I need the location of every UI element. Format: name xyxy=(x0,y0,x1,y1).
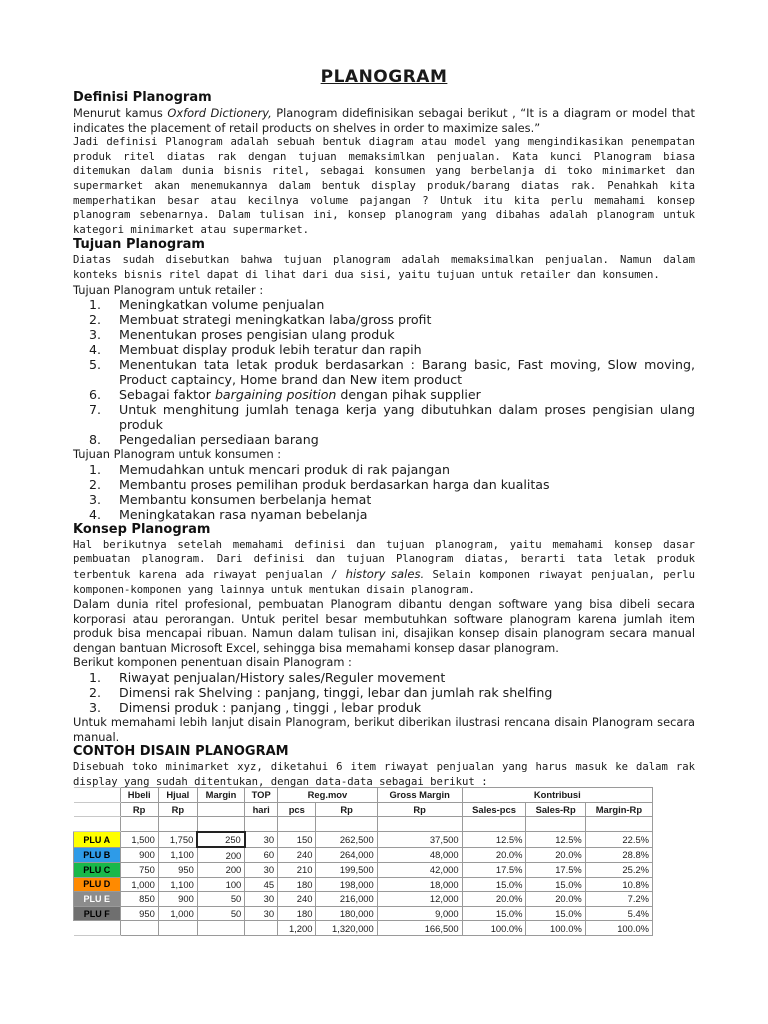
table-cell: 950 xyxy=(158,862,197,877)
table-cell: 950 xyxy=(120,906,158,921)
list-item: 3. Membantu konsumen berbelanja hemat xyxy=(89,491,372,507)
table-cell: 262,500 xyxy=(316,832,377,848)
table-cell: 10.8% xyxy=(585,877,652,892)
table-cell: 22.5% xyxy=(585,832,652,848)
section-heading-definisi: Definisi Planogram xyxy=(73,90,212,105)
table-cell: 12.5% xyxy=(526,832,585,848)
consumer-goals-list xyxy=(73,462,695,522)
text-italic: bargaining position xyxy=(214,387,337,403)
list-item-text: Meningkatakan rasa nyaman bebelanja xyxy=(119,506,368,522)
table-cell xyxy=(158,921,197,936)
list-label: Tujuan Planogram untuk retailer : xyxy=(73,282,264,297)
table-cell xyxy=(278,817,316,832)
list-item: 5. Menentukan tata letak produk berdasarkan : Barang basic, Fast moving, Slow moving, Product captaincy, Home brand dan New item product xyxy=(89,357,695,388)
table-cell: 200 xyxy=(197,862,244,877)
table-cell: 216,000 xyxy=(316,892,377,907)
list-item-text: Untuk menghitung jumlah tenaga kerja yang dibutuhkan dalam proses pengisian ulang produk xyxy=(119,402,695,433)
components-list xyxy=(73,670,695,715)
table-header: Sales-Rp xyxy=(526,802,585,817)
plu-label: PLU D xyxy=(74,877,121,892)
table-cell: 199,500 xyxy=(316,862,377,877)
table-cell xyxy=(526,817,585,832)
table-header: Rp xyxy=(377,802,462,817)
table-cell xyxy=(462,817,526,832)
table-cell: 60 xyxy=(245,847,278,862)
list-item-text: Menentukan tata letak produk berdasarkan : Barang basic, Fast moving, Slow moving, Product captaincy, Home brand dan New item product xyxy=(119,357,695,388)
text: Hal berikutnya setelah memahami definisi dan tujuan planogram, yaitu memahami konsep dasar pembuatan planogram. Dari definisi dan tujuan Planogram diatas, berarti tata letak produk terbentuk karena ada riwayat penjualan / xyxy=(73,538,695,581)
list-item: 8. Pengedalian persediaan barang xyxy=(89,432,319,448)
table-cell xyxy=(316,817,377,832)
table-cell: 48,000 xyxy=(377,847,462,862)
paragraph: Disebuah toko minimarket xyz, diketahui 6 item riwayat penjualan yang harus masuk ke dalam rak display yang sudah ditentukan, dengan data-data sebagai berikut : xyxy=(73,761,695,788)
section-heading-contoh: CONTOH DISAIN PLANOGRAM xyxy=(73,744,289,760)
table-cell xyxy=(74,817,121,832)
total-cell: 1,200 xyxy=(278,921,316,936)
table-header: Margin-Rp xyxy=(585,802,652,817)
table-cell: 1,000 xyxy=(120,877,158,892)
list-item-text: Membuat strategi meningkatkan laba/gross profit xyxy=(119,312,432,328)
table-cell: 1,100 xyxy=(158,847,197,862)
plu-label: PLU F xyxy=(74,906,121,921)
table-cell: 9,000 xyxy=(377,906,462,921)
list-item: 2. Dimensi rak Shelving : panjang, tinggi, lebar dan jumlah rak shelfing xyxy=(89,685,553,701)
table-cell: 900 xyxy=(158,892,197,907)
table-cell: 50 xyxy=(197,906,244,921)
table-cell: 1,100 xyxy=(158,877,197,892)
table-header xyxy=(197,802,244,817)
list-label: Berikut komponen penentuan disain Planogram : xyxy=(73,655,352,670)
table-header: Rp xyxy=(120,802,158,817)
list-label: Tujuan Planogram untuk konsumen : xyxy=(73,447,282,462)
plu-label: PLU E xyxy=(74,892,121,907)
table-header: Rp xyxy=(316,802,377,817)
table-header: Hbeli xyxy=(120,788,158,803)
text: Selain komponen riwayat penjualan, perlu komponen-komponen yang lainnya untuk mentukan disain planogram. xyxy=(73,568,695,596)
table-cell: 264,000 xyxy=(316,847,377,862)
text: Menurut kamus xyxy=(73,106,168,120)
table-cell: 50 xyxy=(197,892,244,907)
plu-label: PLU A xyxy=(74,832,121,848)
table-cell: 1,000 xyxy=(158,906,197,921)
list-item: 4. Meningkatakan rasa nyaman bebelanja xyxy=(89,506,368,522)
table-cell: 28.8% xyxy=(585,847,652,862)
table-header-row xyxy=(74,788,653,803)
table-cell: 25.2% xyxy=(585,862,652,877)
page-title: PLANOGRAM xyxy=(320,67,448,87)
table-header: Kontribusi xyxy=(462,788,652,803)
table-row xyxy=(74,906,653,921)
table-cell: 210 xyxy=(278,862,316,877)
table-cell: 17.5% xyxy=(526,862,585,877)
list-item: 7. Untuk menghitung jumlah tenaga kerja yang dibutuhkan dalam proses pengisian ulang produk xyxy=(89,402,695,433)
table-cell: 150 xyxy=(278,832,316,848)
list-item: 4. Membuat display produk lebih teratur dan rapih xyxy=(89,342,422,358)
table-cell xyxy=(197,921,244,936)
table-cell xyxy=(377,817,462,832)
table-cell xyxy=(585,817,652,832)
table-cell: 180,000 xyxy=(316,906,377,921)
paragraph xyxy=(73,106,695,135)
list-item-text: Menentukan proses pengisian ulang produk xyxy=(119,327,395,343)
table-cell: 30 xyxy=(245,862,278,877)
table-cell: 850 xyxy=(120,892,158,907)
table-cell-selected: 250 xyxy=(197,832,244,848)
text: Planogram didefinisikan sebagai berikut , “It is a diagram or model that indicates the placement of retail products on shelves in order to maximize sales.” xyxy=(73,106,695,135)
table-cell: 180 xyxy=(278,877,316,892)
table-header: TOP xyxy=(245,788,278,803)
list-item: 6. Sebagai faktor bargaining position dengan pihak supplier xyxy=(89,387,481,403)
list-item-text: Membantu proses pemilihan produk berdasarkan harga dan kualitas xyxy=(119,476,550,492)
table-spacer-row xyxy=(74,817,653,832)
plu-label: PLU B xyxy=(74,847,121,862)
list-item-text: Meningkatkan volume penjualan xyxy=(119,297,325,313)
list-item-text: Dimensi rak Shelving : panjang, tinggi, lebar dan jumlah rak shelfing xyxy=(119,685,553,701)
table-cell xyxy=(120,817,158,832)
table-row xyxy=(74,832,653,848)
table-cell xyxy=(245,817,278,832)
table-cell: 20.0% xyxy=(526,847,585,862)
table-cell: 30 xyxy=(245,906,278,921)
table-cell: 180 xyxy=(278,906,316,921)
table-cell: 1,750 xyxy=(158,832,197,848)
table-cell: 15.0% xyxy=(526,906,585,921)
table-cell: 7.2% xyxy=(585,892,652,907)
table-cell: 20.0% xyxy=(462,847,526,862)
list-item-text: Riwayat penjualan/History sales/Reguler movement xyxy=(119,670,446,686)
table-cell: 200 xyxy=(197,847,244,862)
paragraph: Dalam dunia ritel profesional, pembuatan Planogram dibantu dengan software yang bisa dibeli secara korporasi atau perorangan. Untuk peritel besar membutuhkan software planogram karena jumlah item produk bisa mencapai ribuan. Namun dalam tulisan ini, disajikan konsep disain planogram secara manual dengan bantuan Microsoft Excel, sehingga bisa memahami konsep dasar planogram. xyxy=(73,597,695,655)
table-cell xyxy=(74,921,121,936)
list-item-text: Dimensi produk : panjang , tinggi , lebar produk xyxy=(119,700,422,716)
table-cell: 20.0% xyxy=(462,892,526,907)
total-cell: 100.0% xyxy=(585,921,652,936)
table-cell: 30 xyxy=(245,832,278,848)
list-item-text: dengan pihak supplier xyxy=(336,387,481,403)
table-cell: 100 xyxy=(197,877,244,892)
table-cell xyxy=(245,921,278,936)
table-cell: 15.0% xyxy=(526,877,585,892)
list-item: 3. Menentukan proses pengisian ulang produk xyxy=(89,327,395,343)
list-item-text: Sebagai faktor xyxy=(119,387,215,403)
table-cell: 12.5% xyxy=(462,832,526,848)
table-cell: 17.5% xyxy=(462,862,526,877)
table-header-row xyxy=(74,802,653,817)
table-cell: 20.0% xyxy=(526,892,585,907)
table-cell: 15.0% xyxy=(462,877,526,892)
table-header: Hjual xyxy=(158,788,197,803)
total-cell: 100.0% xyxy=(526,921,585,936)
table-cell: 750 xyxy=(120,862,158,877)
table-header: pcs xyxy=(278,802,316,817)
table-header: hari xyxy=(245,802,278,817)
table-cell: 240 xyxy=(278,847,316,862)
list-item-text: Memudahkan untuk mencari produk di rak pajangan xyxy=(119,461,450,477)
table-row xyxy=(74,847,653,862)
paragraph: Untuk memahami lebih lanjut disain Planogram, berikut diberikan ilustrasi rencana disain Planogram secara manual. xyxy=(73,715,695,744)
table-cell: 240 xyxy=(278,892,316,907)
total-cell: 166,500 xyxy=(377,921,462,936)
table-header: Reg.mov xyxy=(278,788,378,803)
table-cell: 45 xyxy=(245,877,278,892)
table-cell: 198,000 xyxy=(316,877,377,892)
table-row xyxy=(74,892,653,907)
table-cell: 37,500 xyxy=(377,832,462,848)
total-cell: 1,320,000 xyxy=(316,921,377,936)
document-body xyxy=(73,66,695,789)
plu-label: PLU C xyxy=(74,862,121,877)
table-cell: 900 xyxy=(120,847,158,862)
table-cell xyxy=(197,817,244,832)
list-item: 1. Memudahkan untuk mencari produk di rak pajangan xyxy=(89,461,450,477)
table-header: Sales-pcs xyxy=(462,802,526,817)
paragraph: Jadi definisi Planogram adalah sebuah bentuk diagram atau model yang mengindikasikan penempatan produk ritel diatas rak dengan tujuan memaksimlkan penjualan. Kata kunci Planogram biasa ditemukan dalam dunia bisnis ritel, sebagai konsumen yang berbelanja di toko minimarket dan supermarket akan menemukannya dalam bentuk display produk/barang diatas rak. Penahkah kita memperhatikan besar atau kecilnya volume pajangan ? Untuk itu kita perlu memahami konsep planogram sebenarnya. Dalam tulisan ini, konsep planogram yang dibahas adalah planogram untuk kategori minimarket atau supermarket. xyxy=(73,136,695,236)
text-italic: history sales. xyxy=(345,566,425,581)
table-cell xyxy=(120,921,158,936)
list-item-text: Pengedalian persediaan barang xyxy=(119,432,319,448)
table-header: Margin xyxy=(197,788,244,803)
list-item: 1. Riwayat penjualan/History sales/Reguler movement xyxy=(89,670,446,686)
table-cell xyxy=(158,817,197,832)
list-item: 2. Membuat strategi meningkatkan laba/gross profit xyxy=(89,312,432,328)
section-heading-tujuan: Tujuan Planogram xyxy=(73,237,205,253)
table-cell: 18,000 xyxy=(377,877,462,892)
table-cell: 42,000 xyxy=(377,862,462,877)
paragraph: Diatas sudah disebutkan bahwa tujuan planogram adalah memaksimalkan penjualan. Namun dalam konteks bisnis ritel dapat di lihat dari dua sisi, yaitu tujuan untuk retailer dan konsumen. xyxy=(73,254,695,281)
section-heading-konsep: Konsep Planogram xyxy=(73,521,211,537)
table-cell: 5.4% xyxy=(585,906,652,921)
retailer-goals-list xyxy=(73,297,695,447)
text-italic: Oxford Dictionery, xyxy=(167,106,272,120)
sales-data-table-image xyxy=(73,787,653,967)
table-header: Rp xyxy=(158,802,197,817)
table-cell: 12,000 xyxy=(377,892,462,907)
table-row xyxy=(74,877,653,892)
paragraph xyxy=(73,538,695,597)
total-cell: 100.0% xyxy=(462,921,526,936)
table-cell: 15.0% xyxy=(462,906,526,921)
list-item: 2. Membantu proses pemilihan produk berdasarkan harga dan kualitas xyxy=(89,476,550,492)
table-cell: 30 xyxy=(245,892,278,907)
list-item-text: Membantu konsumen berbelanja hemat xyxy=(119,491,372,507)
table-total-row xyxy=(74,921,653,936)
table-row xyxy=(74,862,653,877)
table-cell xyxy=(74,802,121,817)
list-item-text: Membuat display produk lebih teratur dan rapih xyxy=(119,342,422,358)
list-item: 1. Meningkatkan volume penjualan xyxy=(89,297,325,313)
list-item: 3. Dimensi produk : panjang , tinggi , lebar produk xyxy=(89,700,422,716)
table-cell: 1,500 xyxy=(120,832,158,848)
sales-data-table xyxy=(73,787,653,936)
table-cell xyxy=(74,788,121,803)
table-header: Gross Margin xyxy=(377,788,462,803)
